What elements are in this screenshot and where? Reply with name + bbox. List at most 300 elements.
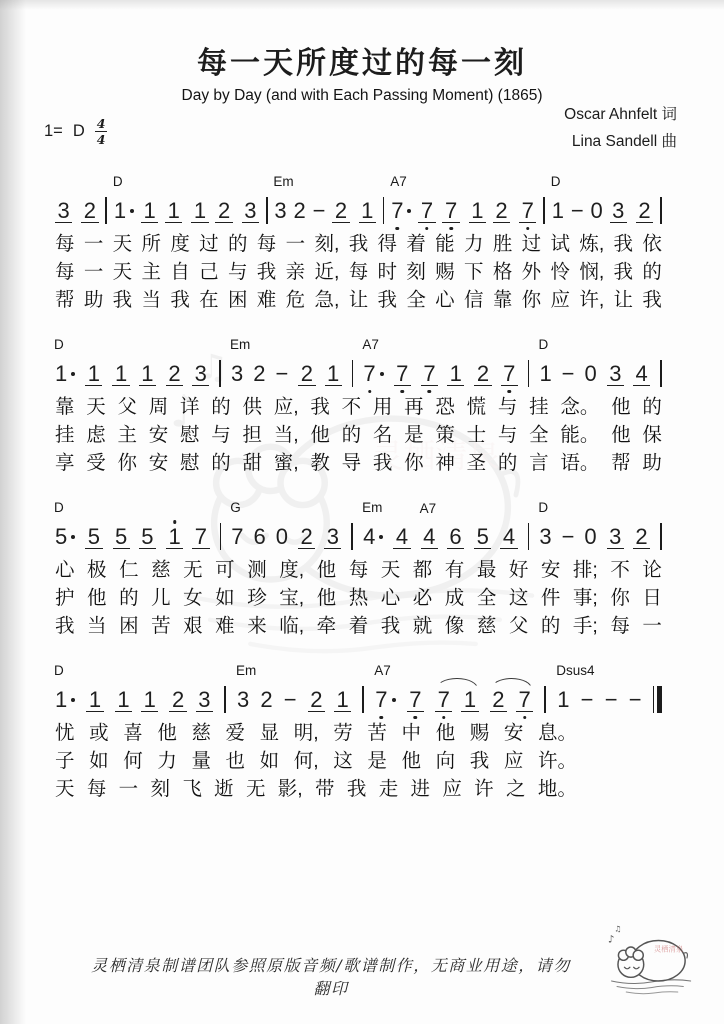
augmentation-dot (130, 209, 134, 213)
note-digit-wrap (474, 363, 491, 386)
low-octave-dot (414, 716, 418, 720)
chord-label: A7 (362, 337, 379, 352)
note-digit-wrap (253, 362, 265, 386)
lyric-syllable: 的 (540, 615, 561, 637)
note-digit-wrap (493, 200, 510, 223)
lyric-syllable: 试 (550, 233, 570, 255)
score (55, 172, 662, 848)
beam-group (607, 526, 651, 549)
note-digit-wrap (298, 363, 315, 386)
note-digit: 3 (539, 524, 552, 549)
note-digit: 1 (334, 689, 351, 712)
lyric-syllable: 之 (506, 778, 526, 800)
low-octave-dot (396, 227, 400, 231)
lyric-syllable: 无 (245, 778, 266, 800)
lyric-syllable: 他 (435, 722, 456, 744)
lyric-syllable: 困 (227, 289, 248, 311)
note (85, 363, 102, 386)
augmentation-dot (71, 535, 75, 539)
lyric-syllable: 格 (492, 261, 513, 283)
beam-group (166, 363, 210, 386)
lyric-syllable: 助 (83, 289, 104, 311)
lyric-syllable: 护 (55, 587, 75, 609)
barline (224, 686, 226, 713)
note-digit-wrap (363, 362, 375, 386)
lyric-syllable: 心 (380, 587, 401, 609)
chord-label: A7 (374, 663, 391, 678)
note-digit: 1 (139, 363, 156, 386)
augmentation-dot (392, 698, 396, 702)
note (585, 362, 597, 386)
lyric-syllable: 力 (157, 750, 177, 772)
lyric-syllable: 与 (227, 261, 248, 283)
note (500, 526, 517, 549)
lyric-syllable: 临, (279, 615, 305, 637)
note (407, 689, 424, 712)
beam-group (421, 363, 465, 386)
lyric-line (55, 290, 662, 310)
note-digit-wrap (260, 688, 272, 712)
note-digit-wrap (139, 363, 156, 386)
lyric-syllable: 周 (148, 396, 169, 418)
note-digit-wrap (442, 200, 459, 223)
note (435, 689, 452, 712)
low-octave-dot (507, 390, 511, 394)
lyric-syllable: 靠 (492, 289, 513, 311)
lyric-syllable: 就 (412, 615, 433, 637)
note-digit: 1 (86, 689, 103, 712)
lyric-syllable: 每 (55, 233, 75, 255)
lyric-syllable: 极 (87, 559, 107, 581)
lyric-syllable: 来 (247, 615, 267, 637)
lyric-syllable: 你 (521, 289, 542, 311)
note (294, 199, 306, 223)
note (469, 200, 486, 223)
lyric-syllable: 刻, (314, 233, 340, 255)
note-digit-wrap (141, 200, 158, 223)
note (501, 363, 518, 386)
note-digit-wrap (633, 363, 650, 386)
note-digit-wrap (557, 688, 569, 712)
note-digit-wrap (447, 363, 464, 386)
lyric-syllable: 宝, (279, 587, 305, 609)
lyric-syllable: 珍 (247, 587, 267, 609)
lyric-syllable: 爱 (225, 722, 246, 744)
note-digit-wrap (325, 363, 342, 386)
lyric-syllable: 过 (521, 233, 542, 255)
lyric-syllable: 与 (211, 424, 231, 446)
note-digit-wrap (359, 200, 376, 223)
note-digit: 2 (474, 363, 491, 386)
lyric-syllable: 下 (464, 261, 484, 283)
lyric-syllable: 天 (380, 559, 401, 581)
note-digit: 0 (584, 361, 597, 386)
note (421, 363, 438, 386)
note (276, 525, 288, 549)
beam-group (166, 526, 210, 549)
note-digit-wrap (407, 689, 424, 712)
note-digit-wrap (115, 689, 132, 712)
lyric-syllable: 的 (642, 261, 662, 283)
lyric-syllable: 赐 (469, 722, 490, 744)
lyric-syllable: 或 (89, 722, 109, 744)
system (54, 337, 662, 474)
lyric-syllable: 安 (148, 424, 169, 446)
lyric-syllable: 主 (117, 424, 138, 446)
note-digit-wrap (308, 689, 325, 712)
lyric-syllable: 依 (642, 233, 662, 255)
note-digit-wrap (274, 199, 286, 223)
chord-label: D (54, 337, 64, 352)
lyric-syllable: 天 (112, 261, 133, 283)
lyric-syllable: 带 (315, 778, 335, 800)
note (359, 200, 376, 223)
note (141, 689, 158, 712)
note-digit-wrap (552, 199, 564, 223)
lyric-syllable: 应, (273, 396, 299, 418)
lyric-syllable: 慈 (476, 615, 497, 637)
chord-label: Em (362, 500, 383, 515)
header (0, 0, 724, 105)
lyric-syllable: 能 (435, 233, 455, 255)
note-digit: 7 (394, 363, 411, 386)
lyric-syllable: 量 (191, 750, 211, 772)
note (591, 199, 603, 223)
note-digit-wrap (633, 526, 650, 549)
beam-group (332, 200, 376, 223)
note-digit: 2 (636, 200, 653, 223)
note-digit: 7 (192, 526, 209, 549)
lyric-syllable: 度, (279, 559, 305, 581)
note-digit-wrap (166, 363, 183, 386)
note-digit: 7 (231, 524, 244, 549)
barline (383, 197, 385, 224)
note-digit-wrap (391, 199, 403, 223)
note-digit-wrap (516, 689, 533, 712)
lyric-syllable: 胜 (492, 233, 513, 255)
note-digit-wrap (447, 526, 464, 549)
lyric-syllable: 当 (87, 615, 107, 637)
note-digit: 1 (165, 200, 182, 223)
lyric-syllable: 难 (256, 289, 277, 311)
lyric-syllable: 帮 (55, 289, 75, 311)
beam-group (112, 363, 156, 386)
lyric-syllable: 的 (211, 396, 231, 418)
note-digit: 2 (308, 689, 325, 712)
note (447, 363, 464, 386)
composer-credit: Lina Sandell 曲 (571, 133, 677, 150)
lyric-syllable: 忧 (55, 722, 75, 744)
lyric-syllable: 度 (170, 233, 190, 255)
note-digit-wrap (81, 200, 98, 223)
lyric-syllable: 每 (348, 559, 369, 581)
note-digit: 1 (461, 689, 478, 712)
note (442, 200, 459, 223)
note (141, 200, 158, 223)
note-digit-wrap (393, 526, 410, 549)
lyric-line (55, 779, 577, 799)
low-octave-dot (368, 390, 372, 394)
note-digit: 1 (141, 200, 158, 223)
lyric-syllable: 挂 (55, 424, 75, 446)
note (334, 689, 351, 712)
lyric-syllable: 喜 (123, 722, 143, 744)
lyric-syllable: 难 (215, 615, 235, 637)
lyric-syllable: 应 (503, 750, 524, 772)
lyric-syllable: 受 (86, 452, 106, 474)
lyric-syllable: 他 (611, 424, 631, 446)
beam-group (474, 526, 518, 549)
note (418, 200, 435, 223)
beam-group (607, 363, 651, 386)
lyric-syllable: 像 (444, 615, 465, 637)
lyric-syllable: 许。 (537, 750, 577, 772)
note-digit-wrap (334, 689, 351, 712)
note (493, 200, 510, 223)
lyric-syllable: 慈 (191, 722, 211, 744)
lyric-syllable: 与 (497, 424, 518, 446)
note (85, 526, 102, 549)
lyric-syllable: 一 (285, 233, 306, 255)
note-digit-wrap (584, 525, 596, 549)
lyric-syllable: 用 (372, 396, 393, 418)
lyric-syllable: 进 (410, 778, 431, 800)
low-octave-dot (526, 227, 530, 231)
note-digit-wrap (242, 200, 259, 223)
note-digit: 1 (359, 200, 376, 223)
lyric-syllable: 的 (211, 452, 231, 474)
lyric-syllable: 热 (348, 587, 369, 609)
lyric-syllable: 飞 (182, 778, 202, 800)
note-digit: 7 (442, 200, 459, 223)
beam-group (490, 689, 534, 712)
note-digit: 7 (418, 200, 435, 223)
note (196, 689, 213, 712)
lyric-syllable: 言 (529, 452, 549, 474)
note-digit-wrap (539, 362, 551, 386)
barline (528, 360, 530, 387)
note-digit: 2 (298, 526, 315, 549)
note-digit: 0 (275, 524, 288, 549)
key-prefix: 1= (44, 122, 63, 141)
lyric-syllable: 我 (613, 233, 634, 255)
lyric-syllable: 怜 (550, 261, 570, 283)
barline (660, 360, 662, 387)
page-title: 每一天所度过的每一刻 (197, 47, 527, 80)
note-digit: 2 (253, 361, 266, 386)
note-digit: 3 (196, 689, 213, 712)
lyric-syllable: 导 (341, 452, 362, 474)
note-digit: 2 (298, 363, 315, 386)
lyric-syllable: 他 (157, 722, 177, 744)
note (139, 526, 156, 549)
augmentation-dot (380, 372, 384, 376)
lyric-syllable: 每 (55, 261, 75, 283)
note (253, 525, 265, 549)
lyric-syllable: 你 (117, 452, 138, 474)
lyric-syllable: 危 (285, 289, 306, 311)
note-digit: 3 (274, 198, 287, 223)
note-digit: 3 (55, 200, 72, 223)
lyric-syllable: 有 (444, 559, 465, 581)
lyric-syllable: 何, (293, 750, 319, 772)
note-digit-wrap (55, 525, 67, 549)
beam-group (442, 200, 486, 223)
lyric-syllable: 手; (572, 615, 598, 637)
note-digit-wrap (607, 363, 624, 386)
note-digit-wrap (141, 689, 158, 712)
barline (660, 523, 662, 550)
note (242, 200, 259, 223)
note-digit-wrap (85, 363, 102, 386)
lyric-syllable: 你 (610, 587, 630, 609)
note-digit-wrap (607, 526, 624, 549)
lyric-syllable: 着 (406, 233, 426, 255)
lyric-syllable: 近, (314, 261, 340, 283)
note-digit-wrap (591, 199, 603, 223)
final-barline (653, 686, 662, 713)
note-digit: 1 (447, 363, 464, 386)
lyric-syllable: 如 (89, 750, 109, 772)
note-digit: 1 (85, 363, 102, 386)
lyric-syllable: 可 (215, 559, 235, 581)
note-digit: 7 (519, 200, 536, 223)
lyric-syllable: 天 (112, 233, 133, 255)
lyric-syllable: 这 (333, 750, 353, 772)
beam-group (215, 200, 259, 223)
lyric-syllable: 的 (497, 452, 518, 474)
lamb-logo (606, 920, 698, 996)
notes-row (54, 500, 662, 549)
note-digit: 4 (393, 526, 410, 549)
notes-row (54, 663, 662, 712)
lyric-line (55, 234, 662, 254)
lyric-syllable: 圣 (466, 452, 487, 474)
note (324, 526, 341, 549)
note-digit: 5 (113, 526, 130, 549)
lyric-syllable: 的 (642, 396, 662, 418)
lyric-syllable: 恐 (435, 396, 455, 418)
lyric-syllable: 保 (642, 424, 662, 446)
lyric-syllable: 每 (348, 261, 369, 283)
lyric-syllable: 每 (610, 615, 630, 637)
lyric-syllable: 让 (348, 289, 369, 311)
note-digit-wrap (421, 363, 438, 386)
lyric-syllable: 每 (86, 778, 107, 800)
notes-row (55, 174, 662, 223)
note (260, 688, 272, 712)
lyric-line (55, 262, 662, 282)
lyric-syllable: 应 (550, 289, 570, 311)
chord-label: Em (235, 663, 257, 678)
lyric-syllable: 日 (642, 587, 662, 609)
lyric-syllable: 天 (55, 778, 75, 800)
lyric-line (55, 453, 662, 473)
lyric-syllable: 他 (310, 424, 330, 446)
lyric-syllable: 自 (170, 261, 190, 283)
duration-dash: − (312, 198, 326, 223)
lyric-syllable: 策 (435, 424, 455, 446)
note-digit-wrap (585, 362, 597, 386)
note (474, 363, 491, 386)
note-digit: 1 (112, 363, 129, 386)
time-signature (95, 117, 108, 146)
augmentation-dot (71, 698, 75, 702)
barline (660, 197, 662, 224)
credits (564, 101, 677, 155)
note (166, 526, 183, 549)
lyric-syllable: 慰 (180, 452, 200, 474)
lyric-syllable: 我 (380, 615, 401, 637)
key-letter: D (72, 122, 85, 141)
note-digit-wrap (418, 200, 435, 223)
note-digit: 2 (490, 689, 507, 712)
note-digit: 6 (253, 524, 266, 549)
note-digit-wrap (294, 199, 306, 223)
lyric-syllable: 我 (613, 261, 634, 283)
note-digit: 3 (231, 361, 244, 386)
note-digit-wrap (191, 200, 208, 223)
note (113, 526, 130, 549)
lyric-syllable: 全 (406, 289, 426, 311)
lyric-syllable: 的 (119, 587, 139, 609)
lyric-syllable: 许, (579, 289, 605, 311)
beam-group (298, 363, 342, 386)
note-digit: 1 (191, 200, 208, 223)
note-digit-wrap (276, 525, 288, 549)
duration-dash: − (628, 687, 642, 712)
note (490, 689, 507, 712)
lyric-syllable: 蜜, (273, 452, 299, 474)
lyric-syllable: 是 (367, 750, 387, 772)
lyric-syllable: 影, (277, 778, 303, 800)
note-digit-wrap (298, 526, 315, 549)
lyric-syllable: 己 (199, 261, 219, 283)
note-digit: 2 (260, 687, 273, 712)
note-digit-wrap (231, 525, 243, 549)
lyric-syllable: 测 (247, 559, 267, 581)
lyric-syllable: 如 (259, 750, 280, 772)
lyric-syllable: 供 (242, 396, 263, 418)
note (235, 663, 257, 712)
lyric-syllable: 过 (199, 233, 219, 255)
note-digit: 3 (324, 526, 341, 549)
duration-dash: − (561, 524, 575, 549)
footer-text: 灵栖清泉制谱团队参照原版音频/歌谱制作，无商业用途，请勿翻印 (91, 956, 571, 998)
note-digit-wrap (85, 526, 102, 549)
barline (266, 197, 268, 224)
lyric-syllable: 我 (310, 396, 330, 418)
lyric-syllable: 悯, (579, 261, 605, 283)
note (55, 200, 72, 223)
lyric-syllable: 慌 (466, 396, 487, 418)
lyric-syllable: 我 (377, 289, 398, 311)
note-digit-wrap (610, 200, 627, 223)
note (230, 337, 251, 386)
note (191, 200, 208, 223)
note (610, 200, 627, 223)
lyric-syllable: 他 (316, 587, 337, 609)
lyric-syllable: 士 (466, 424, 487, 446)
lyric-syllable: 走 (378, 778, 399, 800)
lyric-syllable: 牵 (316, 615, 337, 637)
lyric-syllable: 主 (141, 261, 161, 283)
note-digit: 2 (332, 200, 349, 223)
note-digit-wrap (469, 200, 486, 223)
lyric-syllable: 甜 (242, 452, 263, 474)
note-digit-wrap (237, 688, 249, 712)
note-digit-wrap (165, 200, 182, 223)
